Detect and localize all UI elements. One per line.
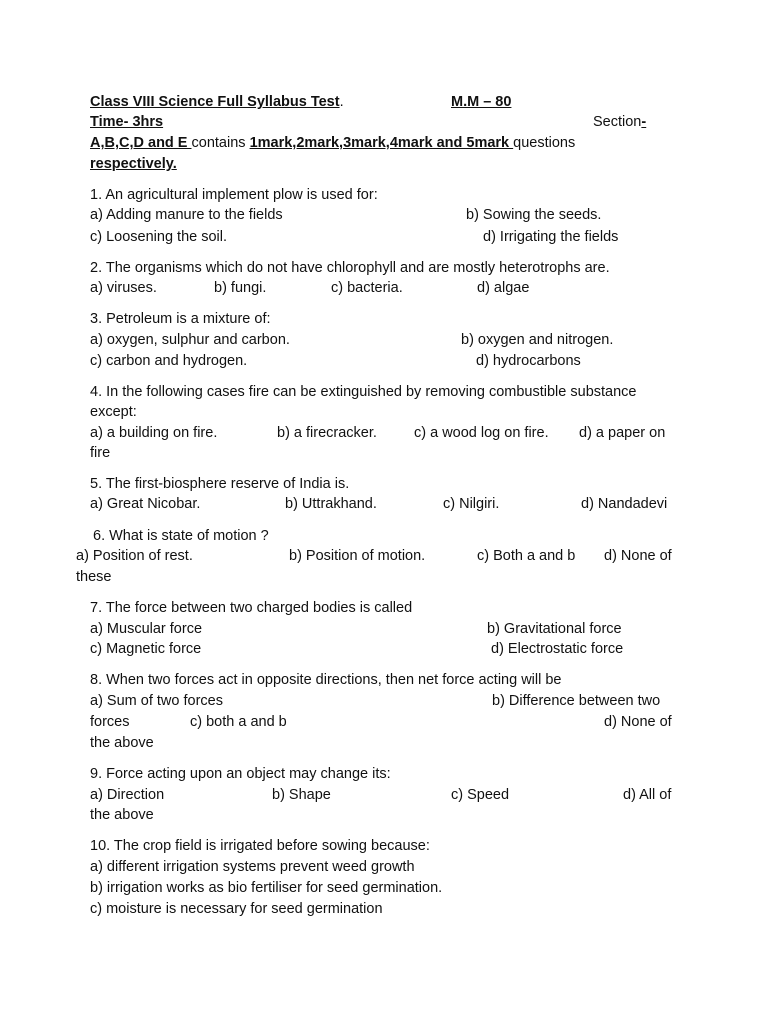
option-wrap: the above [90,735,154,751]
section-word: Section [593,114,642,130]
option: c) Loosening the soil. [90,229,228,245]
question-stem: 1. An agricultural implement plow is used for: [90,187,378,203]
option: a) Direction [90,787,165,803]
option: a) Sum of two forces [90,693,223,709]
question-stem: 8. When two forces act in opposite directions, then net force acting will be [90,672,562,688]
option: a) Muscular force [90,621,203,637]
question-stem: 5. The first-biosphere reserve of India is. [90,476,350,492]
max-marks: M.M – 80 [451,94,512,110]
option: c) bacteria. [331,280,403,296]
option: a) Adding manure to the fields [90,207,283,223]
option-continued: forces [90,714,130,730]
option: c) Nilgiri. [443,496,500,512]
marks-list: 1mark,2mark,3mark,4mark and 5mark [249,135,514,151]
option: d) a paper on [579,425,666,441]
option: d) algae [477,280,530,296]
option: d) None of [604,548,672,564]
option: d) Irrigating the fields [483,229,619,245]
option: b) Sowing the seeds. [466,207,602,223]
sections-line [90,133,575,154]
question-stem: 6. What is state of motion ? [93,528,269,544]
option: b) Gravitational force [487,621,622,637]
option-wrap: fire [90,445,111,461]
option: c) both a and b [190,714,287,730]
option-wrap: these [76,569,112,585]
option: b) irrigation works as bio fertiliser for seed germination. [90,880,443,896]
option: b) fungi. [214,280,267,296]
option: c) moisture is necessary for seed germination [90,901,383,917]
option: b) Position of motion. [289,548,426,564]
option: b) Difference between two [492,693,661,709]
option: a) Position of rest. [76,548,193,564]
option: a) different irrigation systems prevent weed growth [90,859,415,875]
option: c) Speed [451,787,510,803]
respectively-word: respectively. [90,156,177,172]
question-stem: 7. The force between two charged bodies is called [90,600,413,616]
question-stem: 4. In the following cases fire can be extinguished by removing combustible substance [90,384,637,400]
option: d) Electrostatic force [491,641,624,657]
option: a) a building on fire. [90,425,218,441]
option: c) a wood log on fire. [414,425,549,441]
option: b) a firecracker. [277,425,377,441]
option: c) Both a and b [477,548,576,564]
option: d) hydrocarbons [476,353,581,369]
sections-list: A,B,C,D and E [90,135,192,151]
section-dash: - [641,114,647,130]
option: d) Nandadevi [581,496,668,512]
title-period: . [339,94,344,110]
option: b) Shape [272,787,331,803]
contains-word: contains [191,135,250,151]
option: c) Magnetic force [90,641,202,657]
question-stem-continued: except: [90,404,137,420]
option-wrap: the above [90,807,154,823]
question-stem: 3. Petroleum is a mixture of: [90,311,271,327]
option: b) Uttrakhand. [285,496,377,512]
option: a) oxygen, sulphur and carbon. [90,332,290,348]
option: d) None of [604,714,672,730]
question-stem: 10. The crop field is irrigated before sowing because: [90,838,430,854]
question-stem: 2. The organisms which do not have chlorophyll and are mostly heterotrophs are. [90,260,610,276]
option: c) carbon and hydrogen. [90,353,248,369]
test-title: Class VIII Science Full Syllabus Test [90,94,340,110]
title-line [90,92,344,113]
section-label [593,112,646,133]
option: a) viruses. [90,280,157,296]
questions-word: questions [513,135,576,151]
time-allowed: Time- 3hrs [90,114,164,130]
question-stem: 9. Force acting upon an object may change its: [90,766,391,782]
option: d) All of [623,787,672,803]
option: a) Great Nicobar. [90,496,201,512]
option: b) oxygen and nitrogen. [461,332,614,348]
